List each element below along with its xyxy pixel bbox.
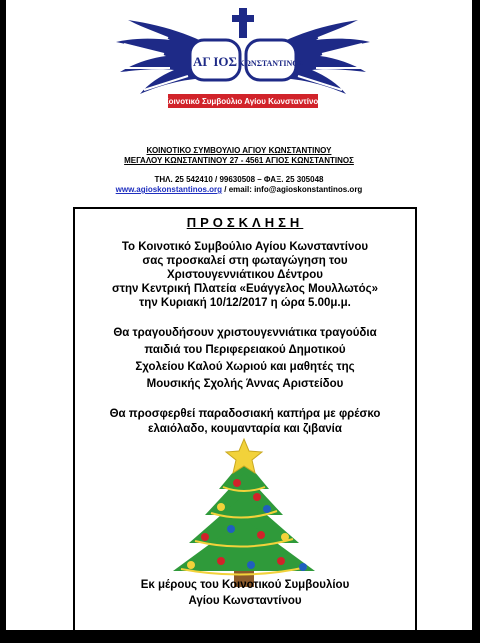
invitation-box <box>73 207 417 630</box>
signature-line: Αγίου Κωνσταντίνου <box>188 595 302 607</box>
community-logo <box>108 8 378 116</box>
signature-line: Εκ μέρους του Κοινοτικού Συμβουλίου <box>140 579 350 591</box>
christmas-tree-icon <box>161 437 327 589</box>
org-name: ΚΟΙΝΟΤΙΚΟ ΣΥΜΒΟΥΛΙΟ ΑΓΙΟΥ ΚΩΝΣΤΑΝΤΙΝΟΥ <box>146 146 332 155</box>
paragraph-1-line: Το Κοινοτικό Συμβούλιο Αγίου Κωνσταντίνου <box>121 241 369 253</box>
cross-icon <box>232 8 254 38</box>
contact-phone: ΤΗΛ. 25 542410 / 99630508 – ΦΑΞ. 25 305048 <box>154 175 324 184</box>
invitation-page <box>6 0 472 630</box>
invitation-title: ΠΡΟΣΚΛΗΣΗ <box>186 215 304 230</box>
paragraph-1-line: στην Κεντρική Πλατεία «Ευάγγελος Μουλλωτός» <box>112 283 378 295</box>
paragraph-3-line: ελαιόλαδο, κουμανταρία και ζιβανία <box>148 423 342 435</box>
logo-agios-text: ΑΓ ΙΟΣ <box>192 54 238 69</box>
paragraph-2-line: Σχολείου Καλού Χωριού και μαθητές της <box>135 361 355 373</box>
paragraph-2-line: παιδιά του Περιφερειακού Δημοτικού <box>144 344 346 356</box>
paragraph-1-line: Χριστουγεννιάτικου Δέντρου <box>167 269 323 281</box>
paragraph-2-line: Μουσικής Σχολής Άννας Αριστείδου <box>146 378 344 390</box>
paragraph-3-line: Θα προσφερθεί παραδοσιακή καπήρα με φρέσκο <box>109 408 381 420</box>
paragraph-1-line: την Κυριακή 10/12/2017 η ώρα 5.00μ.μ. <box>139 297 351 309</box>
paragraph-2-line: Θα τραγουδήσουν χριστουγεννιάτικα τραγούδια <box>113 327 377 339</box>
website-link[interactable]: www.agioskonstantinos.org <box>115 185 223 194</box>
logo-konstantinos-text: ΚΩΝΣΤΑΝΤΙΝΟΣ <box>238 59 304 68</box>
contact-line <box>6 185 472 194</box>
paragraph-1-line: σας προσκαλεί στη φωταγώγηση του <box>142 255 348 267</box>
banner-text: Κοινοτικό Συμβούλιο Αγίου Κωνσταντίνου <box>163 97 323 106</box>
org-address: ΜΕΓΑΛΟΥ ΚΩΝΣΤΑΝΤΙΝΟΥ 27 - 4561 ΑΓΙΟΣ ΚΩΝΣΤΑΝΤΙΝΟΣ <box>124 156 354 165</box>
email-text: / email: info@agioskonstantinos.org <box>222 185 363 194</box>
